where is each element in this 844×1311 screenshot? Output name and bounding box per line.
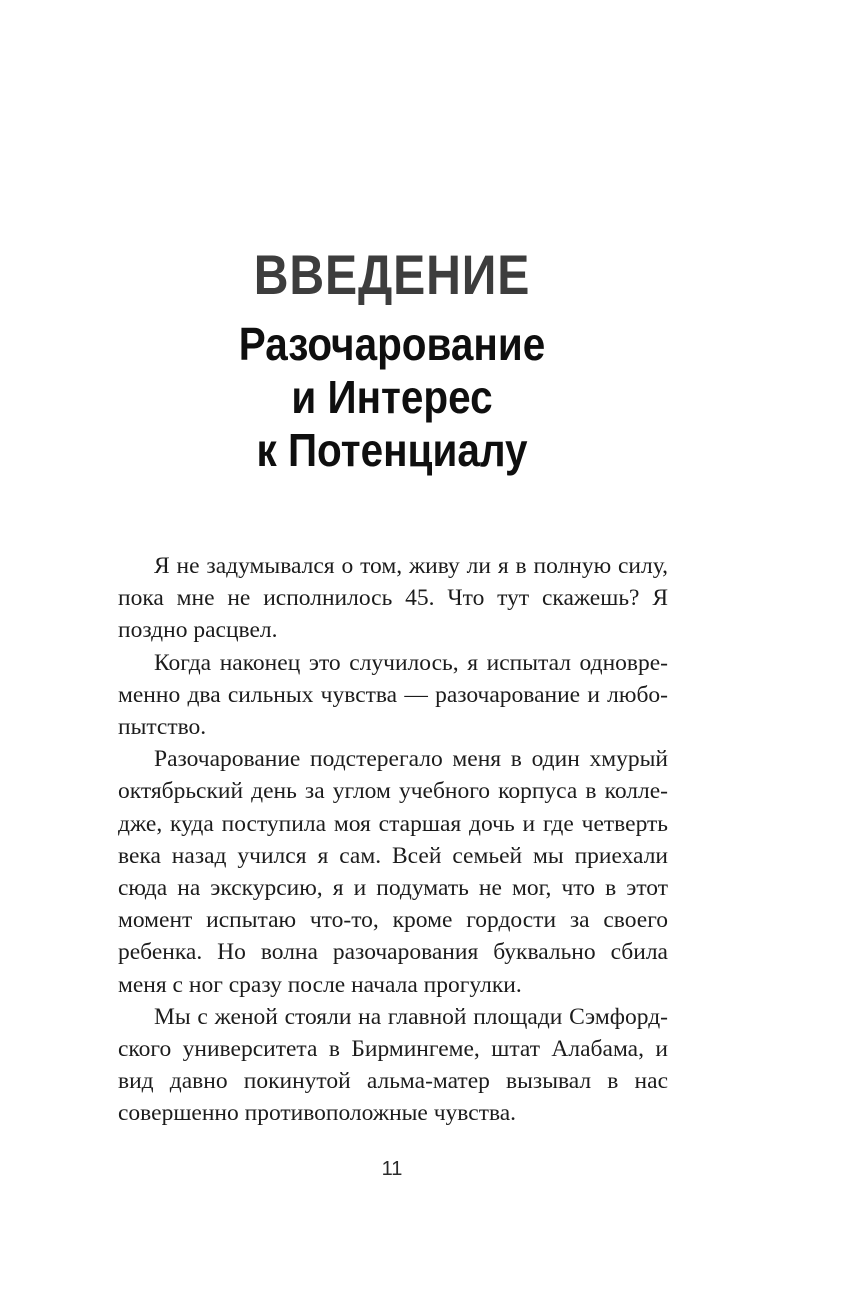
paragraph: Разочарование подстерегало меня в один хмурый октябрьский день за углом учебного корпуса в колледже, куда поступила моя старшая дочь и где четверть века назад учился я сам. Всей семьей мы приехали сюда на экскурсию, я и подумать не мог, что в этот момент испытаю что-то, кроме гордости за своего ребенка. Но волна разочарования буквально сбила меня с ног сразу после начала прогулки.: [118, 746, 668, 998]
chapter-label: ВВЕДЕНИЕ: [253, 243, 531, 306]
body-text: [118, 550, 668, 1130]
paragraph: Мы с женой стояли на главной площади Сэмфордского университета в Бирмингеме, штат Алабама, и вид давно покинутой альма-матер вызывал в нас совершенно противоположные чувства.: [118, 1003, 668, 1127]
paragraph: Когда наконец это случилось, я испытал одновременно два сильных чувства — разочарование и любопытство.: [118, 649, 668, 741]
chapter-title-line: Разочарование: [238, 318, 546, 370]
page-number: 11: [381, 1158, 403, 1180]
paragraph: Я не задумывался о том, живу ли я в полную силу, пока мне не исполнилось 45. Что тут скажешь? Я поздно расцвел.: [118, 553, 668, 644]
chapter-title: [47, 318, 737, 477]
chapter-title-line: к Потенциалу: [256, 424, 528, 476]
chapter-title-line: и Интерес: [291, 371, 493, 423]
